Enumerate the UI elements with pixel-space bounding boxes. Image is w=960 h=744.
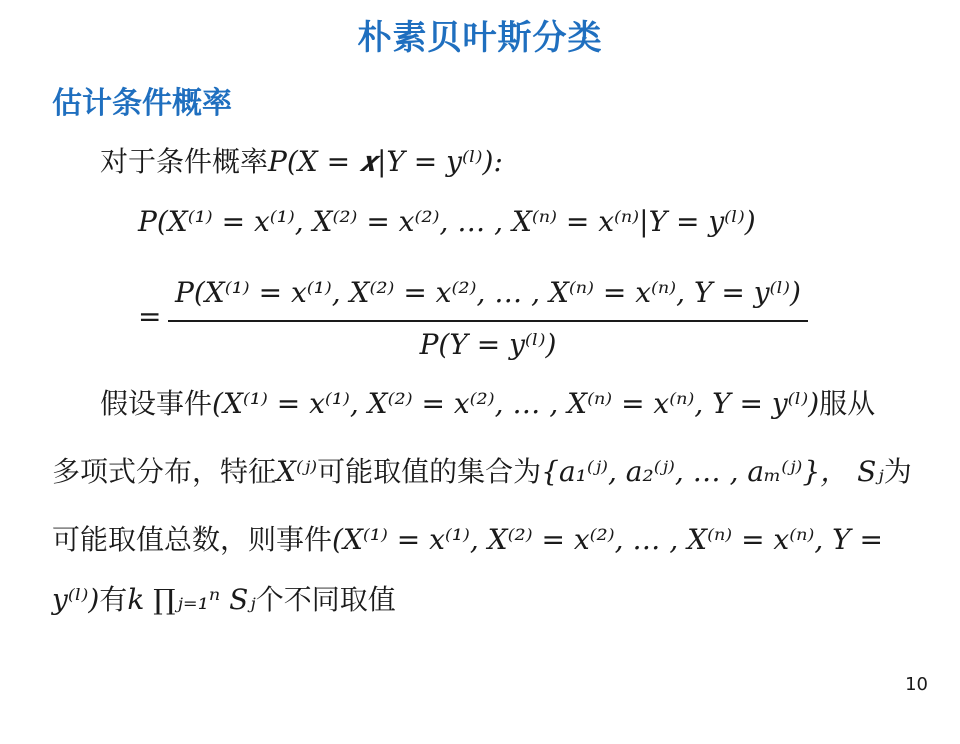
para2-value-set: {a₁⁽ʲ⁾, a₂⁽ʲ⁾, … , aₘ⁽ʲ⁾}， — [541, 455, 849, 488]
conditional-prob-label: 对于条件概率 — [100, 145, 269, 178]
para4-text-a: 有 — [99, 583, 128, 616]
para4-product-formula: k ∏ⱼ₌₁ⁿ Sⱼ — [127, 583, 256, 616]
page-number: 10 — [905, 674, 928, 695]
para2-count-symbol: Sⱼ — [857, 455, 884, 488]
para2-feature-symbol: X⁽ʲ⁾ — [276, 455, 318, 488]
para4-formula-a: y⁽ˡ⁾) — [52, 583, 100, 616]
equals-sign: = — [138, 300, 162, 333]
paragraph-line-2 — [52, 452, 912, 492]
fraction-denominator: P(Y = y⁽ˡ⁾) — [419, 328, 557, 361]
fraction-bar — [168, 320, 808, 322]
paragraph-line-1 — [100, 384, 875, 424]
para3-text-a: 可能取值总数，则事件 — [52, 523, 333, 556]
conditional-prob-formula: P(X = 𝒙|Y = y⁽ˡ⁾): — [268, 145, 503, 178]
para3-formula: (X⁽¹⁾ = x⁽¹⁾, X⁽²⁾ = x⁽²⁾, … , X⁽ⁿ⁾ = x⁽ⁿ⁾, Y = — [332, 523, 883, 556]
conditional-prob-line — [100, 142, 503, 182]
para1-text-b: 服从 — [819, 387, 876, 420]
paragraph-line-3 — [52, 520, 883, 560]
slide-title: 朴素贝叶斯分类 — [357, 18, 603, 58]
section-heading: 估计条件概率 — [52, 86, 232, 121]
para1-text-a: 假设事件 — [100, 387, 213, 420]
para1-formula: (X⁽¹⁾ = x⁽¹⁾, X⁽²⁾ = x⁽²⁾, … , X⁽ⁿ⁾ = x⁽ⁿ⁾, Y = y⁽ˡ⁾) — [212, 387, 820, 420]
joint-prob-formula: P(X⁽¹⁾ = x⁽¹⁾, X⁽²⁾ = x⁽²⁾, … , X⁽ⁿ⁾ = x⁽ⁿ⁾|Y = y⁽ˡ⁾) — [138, 205, 756, 238]
para2-text-a: 多项式分布，特征 — [52, 455, 277, 488]
para2-text-c: 为 — [883, 455, 912, 488]
para4-text-b: 个不同取值 — [255, 583, 396, 616]
fraction-numerator: P(X⁽¹⁾ = x⁽¹⁾, X⁽²⁾ = x⁽²⁾, … , X⁽ⁿ⁾ = x⁽ⁿ⁾, Y = y⁽ˡ⁾) — [175, 276, 801, 309]
para2-text-b: 可能取值的集合为 — [317, 455, 542, 488]
paragraph-line-4 — [52, 580, 396, 620]
